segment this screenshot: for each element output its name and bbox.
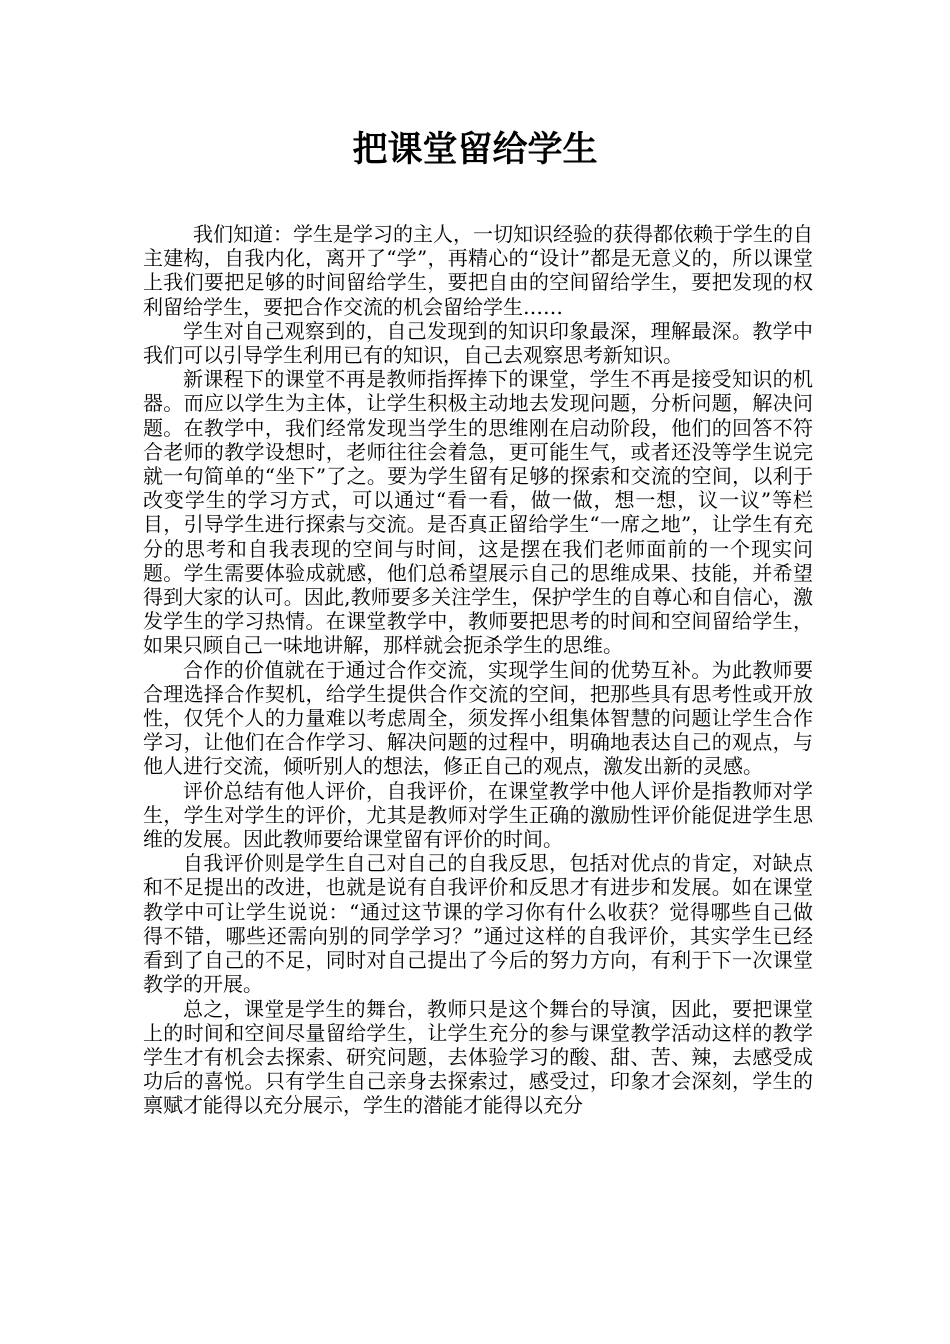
paragraph-intro: 我们知道：学生是学习的主人，一切知识经验的获得都依赖于学生的自主建构，自我内化，离开了“学”，再精心的“设计”都是无意义的，所以课堂上我们要把足够的时间留给学生，要把自由的空间留给学生，要把发现的权利留给学生，要把合作交流的机会留给学生…… [143, 222, 813, 319]
paragraph-evaluation: 评价总结有他人评价，自我评价，在课堂教学中他人评价是指教师对学生，学生对学生的评价，尤其是教师对学生正确的激励性评价能促进学生思维的发展。因此教师要给课堂留有评价的时间。 [143, 778, 813, 852]
paragraph-conclusion: 总之，课堂是学生的舞台，教师只是这个舞台的导演，因此，要把课堂上的时间和空间尽量留给学生，让学生充分的参与课堂教学活动这样的教学学生才有机会去探索、研究问题，去体验学习的酸、甜、苦、辣，去感受成功后的喜悦。只有学生自己亲身去探索过，感受过，印象才会深刻，学生的禀赋才能得以充分展示，学生的潜能才能得以充分 [143, 996, 813, 1118]
document-title: 把课堂留给学生 [352, 129, 598, 170]
paragraph-new-curriculum: 新课程下的课堂不再是教师指挥捧下的课堂，学生不再是接受知识的机器。而应以学生为主体，让学生积极主动地去发现问题，分析问题，解决问题。在教学中，我们经常发现当学生的思维刚在启动阶段，他们的回答不符合老师的教学设想时，老师往往会着急，更可能生气，或者还没等学生说完就一句简单的“坐下”了之。要为学生留有足够的探索和交流的空间，以利于改变学生的学习方式，可以通过“看一看，做一做，想一想，议一议”等栏目，引导学生进行探索与交流。是否真正留给学生“一席之地”，让学生有充分的思考和自我表现的空间与时间，这是摆在我们老师面前的一个现实问题。学生需要体验成就感，他们总希望展示自己的思维成果、技能，并希望得到大家的认可。因此,教师要多关注学生，保护学生的自尊心和自信心，激发学生的学习热情。在课堂教学中，教师要把思考的时间和空间留给学生，如果只顾自己一味地讲解，那样就会扼杀学生的思维。 [143, 367, 813, 658]
document-body [143, 222, 813, 1118]
paragraph-observation: 学生对自己观察到的，自己发现到的知识印象最深，理解最深。教学中我们可以引导学生利用已有的知识，自己去观察思考新知识。 [143, 318, 813, 368]
paragraph-cooperation: 合作的价值就在于通过合作交流，实现学生间的优势互补。为此教师要合理选择合作契机，给学生提供合作交流的空间，把那些具有思考性或开放性，仅凭个人的力量难以考虑周全，须发挥小组集体智慧的问题让学生合作学习，让他们在合作学习、解决问题的过程中，明确地表达自己的观点，与他人进行交流，倾听别人的想法，修正自己的观点，激发出新的灵感。 [143, 657, 813, 779]
paragraph-self-evaluation: 自我评价则是学生自己对自己的自我反思，包括对优点的肯定，对缺点和不足提出的改进，也就是说有自我评价和反思才有进步和发展。如在课堂教学中可让学生说说：“通过这节课的学习你有什么收获？觉得哪些自己做得不错，哪些还需向别的同学学习？”通过这样的自我评价，其实学生已经看到了自己的不足，同时对自己提出了今后的努力方向，有利于下一次课堂教学的开展。 [143, 851, 813, 997]
